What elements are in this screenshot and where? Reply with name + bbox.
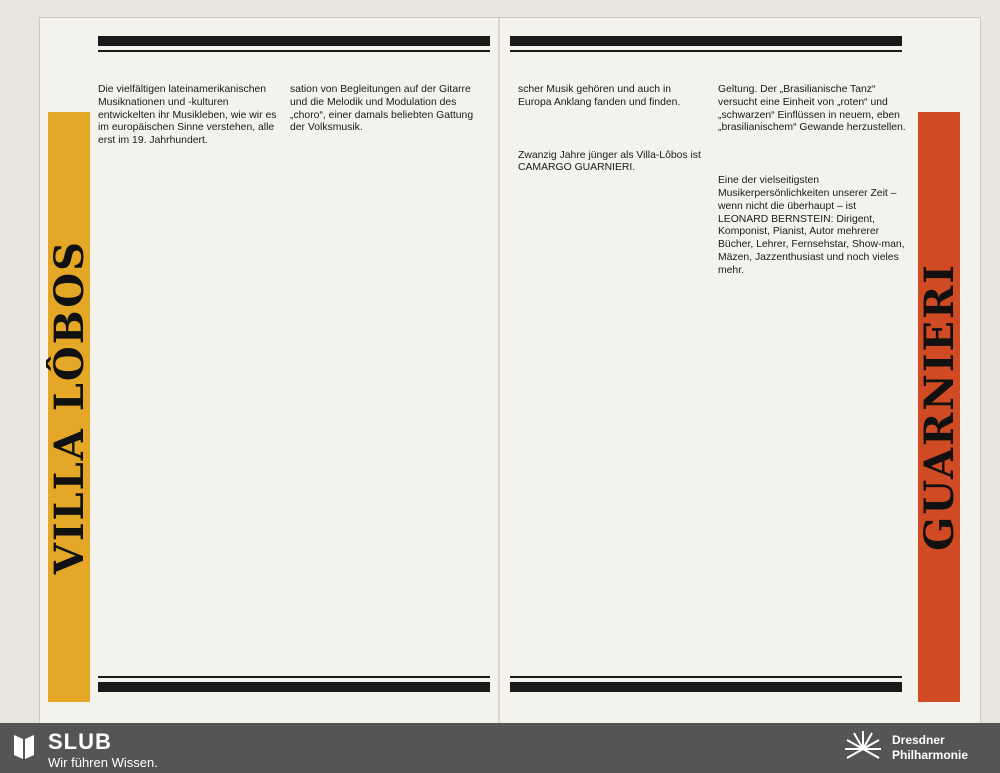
guarnieri-title: GUARNIERI bbox=[915, 263, 963, 551]
top-frame-right bbox=[510, 36, 902, 46]
paragraph: Eine der vielseitigsten Musikerpersönlichkeiten unserer Zeit – wenn nicht die überhaupt – ist LEONARD BERNSTEIN: Dirigent, Komponist, Pianist, Autor mehrerer Bücher, Lehrer, Fernsehstar, Show-man, Mäzen, Jazzenthusiast und noch vieles mehr. bbox=[718, 175, 905, 276]
philharmonie-logo[interactable] bbox=[892, 733, 968, 763]
bottom-rule-left bbox=[98, 676, 490, 678]
bottom-frame-left bbox=[98, 682, 490, 692]
paragraph: sation von Begleitungen auf der Gitarre und die Melodik und Modulation des „choro“, einer damals beliebten Gattung der Volksmusik. bbox=[290, 84, 474, 134]
paragraph: Die vielfältigen lateinamerikanischen Musiknationen und -kulturen entwickelten ihr Musikleben, wie wir es im europäischen Sinne verstehen, alle erst im 19. Jahrhundert. bbox=[98, 84, 277, 147]
paragraph: Geltung. Der „Brasilianische Tanz“ versucht eine Einheit von „roten“ und „schwarzen“ Einflüssen in neuem, eben „brasilianischem“ Gewande herzustellen. bbox=[718, 84, 906, 134]
page-fold bbox=[498, 18, 500, 728]
bottom-rule-right bbox=[510, 676, 902, 678]
top-rule-right bbox=[510, 50, 902, 52]
philharmonie-line1: Dresdner bbox=[892, 733, 945, 747]
column-3 bbox=[518, 84, 704, 183]
philharmonie-line2: Philharmonie bbox=[892, 748, 969, 762]
column-4 bbox=[718, 84, 906, 286]
paragraph: scher Musik gehören und auch in Europa Anklang fanden und finden. bbox=[518, 84, 681, 108]
philharmonie-sunburst-icon bbox=[842, 728, 884, 770]
slub-logo[interactable]: SLUB bbox=[48, 729, 112, 754]
left-title-band bbox=[45, 112, 93, 702]
column-2 bbox=[290, 84, 486, 143]
slub-tagline: Wir führen Wissen. bbox=[48, 755, 158, 770]
bottom-frame-right bbox=[510, 682, 902, 692]
paragraph: Zwanzig Jahre jünger als Villa-Lôbos ist CAMARGO GUARNIERI. bbox=[518, 149, 701, 174]
villa-lobos-title: VILLA LÔBOS bbox=[45, 239, 93, 575]
library-footer bbox=[0, 723, 1000, 773]
top-frame-left bbox=[98, 36, 490, 46]
right-title-band bbox=[915, 112, 963, 702]
column-1 bbox=[98, 84, 280, 156]
top-rule-left bbox=[98, 50, 490, 52]
slub-book-icon bbox=[12, 731, 36, 761]
